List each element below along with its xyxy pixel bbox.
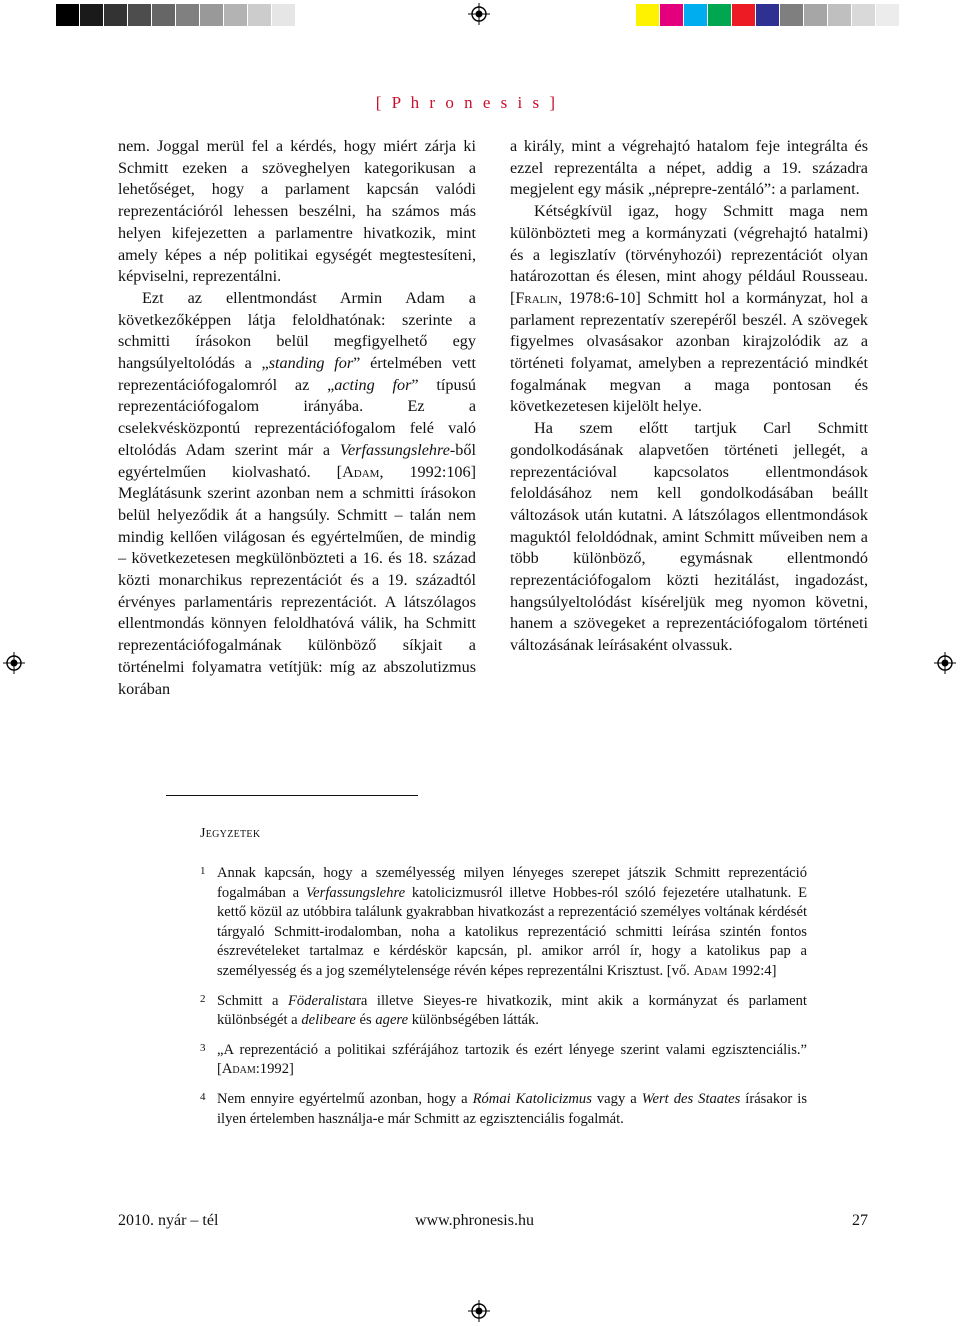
color-swatch xyxy=(636,4,660,26)
footnote-number: 3 xyxy=(200,1041,206,1054)
color-swatch xyxy=(248,4,272,26)
color-swatch xyxy=(780,4,804,26)
journal-header: [ P h r o n e s i s ] xyxy=(375,93,558,112)
website-link[interactable]: www.phronesis.hu xyxy=(415,1212,534,1229)
left-text-column xyxy=(118,136,476,700)
color-swatch xyxy=(200,4,224,26)
color-swatch xyxy=(104,4,128,26)
paragraph: a király, mint a végrehajtó hatalom feje integrálta és ezzel reprezentálta a népet, addig a 19. századra megjelent egy másik „néprepre-zentáló”: a parlament. xyxy=(510,137,868,199)
footnote: 4 Nem ennyire egyértelmű azonban, hogy a Római Katolicizmus vagy a Wert des Staates írásakor is ilyen értelemben használja-e már Schmitt az egzisztenciális fogalmát. xyxy=(200,1090,808,1127)
color-swatch xyxy=(852,4,876,26)
color-swatch xyxy=(80,4,104,26)
color-swatch xyxy=(56,4,80,26)
color-swatch xyxy=(176,4,200,26)
notes-heading: Jegyzetek xyxy=(200,826,261,841)
color-swatch xyxy=(732,4,756,26)
footnote: 3 „A reprezentáció a politikai szférájához tartozik és ezért lényege szerint valami egzisztenciális.” [Adam:1992] xyxy=(200,1041,807,1078)
citation-author: Fralin xyxy=(515,288,559,307)
registration-mark-icon xyxy=(3,652,25,674)
color-swatch xyxy=(756,4,780,26)
footnote-number: 1 xyxy=(200,865,206,877)
issue-label: 2010. nyár – tél xyxy=(118,1212,219,1229)
footnote-divider xyxy=(166,795,418,796)
color-swatch xyxy=(224,4,248,26)
color-swatch xyxy=(684,4,708,26)
grayscale-color-bar xyxy=(56,4,296,26)
right-text-column xyxy=(510,136,868,657)
color-swatch xyxy=(660,4,684,26)
footnote: 2 Schmitt a Föderalistara illetve Sieyes-re hivatkozik, mint akik a kormányzat és parlament különbségét a delibeare és agere különbségében látták. xyxy=(200,992,807,1029)
paragraph: Ha szem előtt tartjuk Carl Schmitt gondolkodásának alapvetően történeti jellegét, a reprezentációval kapcsolatos ellentmondások feloldásához nem kell gondolkodásában beállt változások után kutatni. A látszólagos ellentmondások maguktól feloldódnak, amint Schmitt műveiben nem a több különböző, egymásnak ellentmondó reprezentációfogalom közti hezitálást, ingadozást, hangsúlyeltolódást kíséreljük meg nyomon követni, hanem a szövegeket a reprezentációfogalom történeti változásának leírásaként olvassuk. xyxy=(510,419,868,655)
italic-title: Verfassungslehre xyxy=(339,440,450,459)
cmyk-color-bar xyxy=(636,4,900,26)
color-swatch xyxy=(828,4,852,26)
color-swatch xyxy=(708,4,732,26)
registration-mark-icon xyxy=(934,652,956,674)
color-swatch xyxy=(128,4,152,26)
italic-term: acting for xyxy=(334,375,412,394)
footnote-number: 2 xyxy=(200,992,206,1005)
registration-mark-icon xyxy=(468,3,490,25)
color-swatch xyxy=(272,4,296,26)
color-swatch xyxy=(876,4,900,26)
footnotes xyxy=(200,864,807,1139)
citation-author: Adam xyxy=(342,462,380,481)
registration-mark-icon xyxy=(468,1300,490,1322)
paragraph: nem. Joggal merül fel a kérdés, hogy miért zárja ki Schmitt ezeken a szöveghelyen kategorikusan a lehetőséget, hogy a parlament kapcsán valódi reprezentációról lehessen beszélni, ha számos más helyen kifejezetten a parlamentre hivatkozik, mint amely képes a nép politikai egységét megtestesíteni, képviselni, reprezentálni. xyxy=(118,137,476,286)
page-number: 27 xyxy=(852,1212,868,1229)
paragraph: Ezt az ellentmondást Armin Adam a következőképpen látja feloldhatónak: szerinte a schmitti írásokon belül megfigyelhető egy hangsúlyeltolódás a „standing for” értelmében vett reprezentációfogalomról az „acting for” típusú reprezentációfogalom irányába. Ez a cselekvésközpontú reprezentációfogalom felé való eltolódás Adam szerint már a Verfassungslehre-ből egyértelműen kiolvasható. [Adam, 1992:106] Meglátásunk szerint azonban nem a schmitti írásokon belül helyeződik át a hangsúly. Schmitt – talán nem mindig kellően világosan és egyértelműen, de mindig – következetesen megkülönbözteti a 16. és 18. század közti monarchikus reprezentációt és a 19. századtól érvényes parlamentáris reprezentációt. A látszólagos ellentmondás könnyen feloldhatóvá válik, ha Schmitt reprezentációfogalmának különböző síkjait a történelmi folyamatra vetítjük: míg az abszolutizmus korában xyxy=(118,288,476,698)
color-swatch xyxy=(804,4,828,26)
italic-term: standing for xyxy=(268,354,354,373)
paragraph: Kétségkívül igaz, hogy Schmitt maga nem különbözteti meg a kormányzati (végrehajtó hatalmi) és a legiszlatív (törvényhozói) reprezentációt olyan határozottan és élesen, mint ahogy például Rousseau. [Fralin, 1978:6-10] Schmitt hol a kormányzat, hol a parlament reprezentatív szerepéről beszél. A szövegek figyelmes olvasásakor azonban kirajzolódik az a történeti folyamat, amelyben a reprezentáció mindkét fogalmának megvan a maga pontosan és következetesen kijelölt helye. xyxy=(510,202,868,416)
color-swatch xyxy=(152,4,176,26)
footnote-number: 4 xyxy=(200,1090,206,1103)
footnote: 1 Annak kapcsán, hogy a személyesség milyen lényeges szerepet játszik Schmitt reprezentáció fogalmában a Verfassungslehre katolicizmusról illetve Hobbes-ról szóló fejezetére utalhatunk. E kettő közül az utóbbira találunk gyakrabban hivatkozást a reprezentáció személyes voltának kérdését tárgyaló Schmitt-irodalomban, noha a katolikus reprezentáció schmitti leírása szintén fontos észrevételeket tartalmaz e kérdéskör kapcsán, pl. amikor arról ír, hogy a katolikus pap a személyesség és a jog személytelensége révén képes reprezentálni Krisztust. [vő. Adam 1992:4] xyxy=(200,865,807,979)
